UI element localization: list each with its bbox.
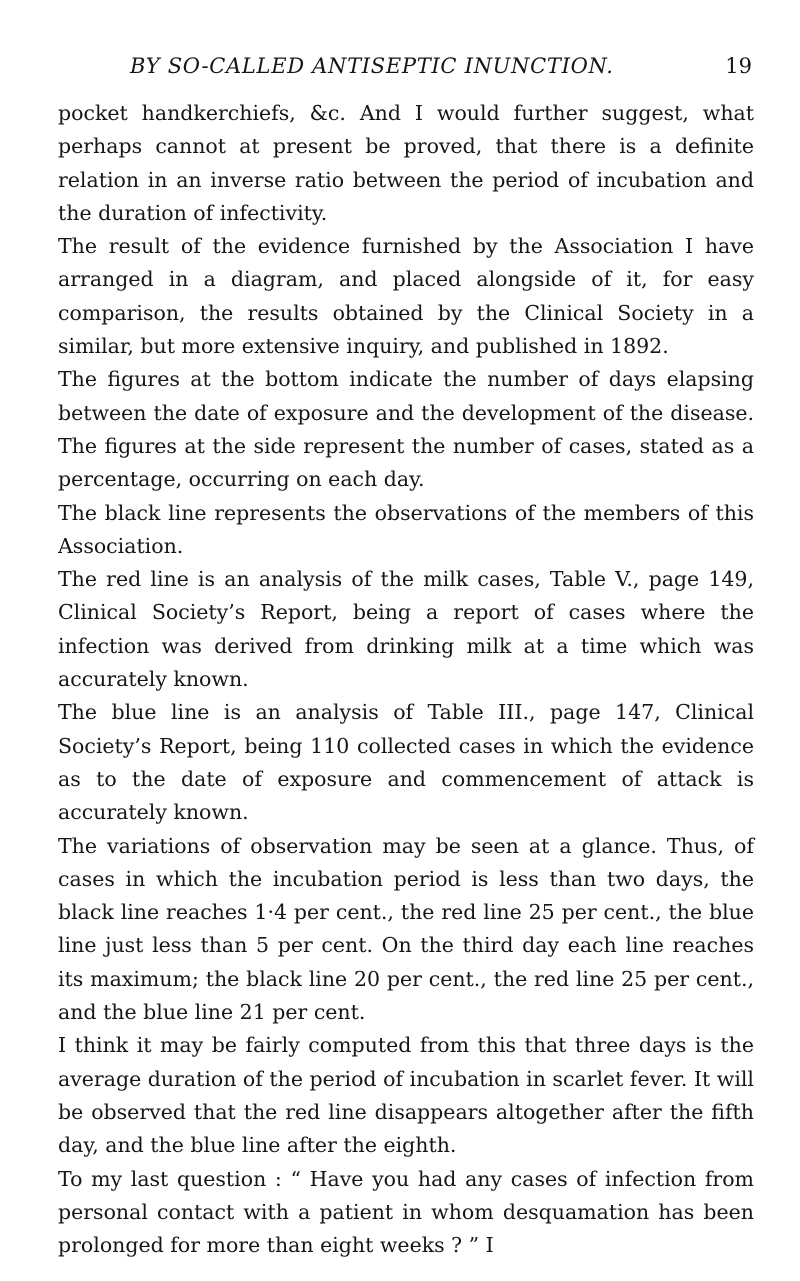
paragraph-continuation: pocket handkerchiefs, &c. And I would further suggest, what perhaps cannot at present be proved, that there is a definite relation in an inverse ratio between the period of incubation and the duration of infectivity.	[58, 101, 754, 225]
paragraph-blue-line: The blue line is an analysis of Table III., page 147, Clinical Society’s Report, being 110 collected cases in which the evidence as to the date of exposure and commencement of attack is accurately known.	[58, 700, 754, 825]
paragraph-variations: The variations of observation may be seen at a glance. Thus, of cases in which the incubation period is less than two days, the black line reaches 1·4 per cent., the red line 25 per cent., the blue line just less than 5 per cent. On the third day each line reaches its maximum; the black line 20 per cent., the red line 25 per cent., and the blue line 21 per cent.	[58, 833, 754, 1025]
paragraph-average-duration: I think it may be fairly computed from this that three days is the average duration of the period of incubation in scarlet fever. It will be observed that the red line disappears altogether after the fifth day, and the blue line after the eighth.	[58, 1033, 754, 1158]
book-page	[58, 50, 754, 1262]
paragraph-figures-explanation: The figures at the bottom indicate the number of days elapsing between the date of exposure and the development of the disease. The figures at the side represent the number of cases, stated as a percentage, occurring on each day.	[58, 367, 754, 492]
page-number: 19	[725, 54, 752, 78]
body-text	[58, 97, 754, 1262]
paragraph-last-question: To my last question : “ Have you had any cases of infection from personal contact with a patient in whom desquamation has been prolonged for more than eight weeks ? ” I	[58, 1166, 754, 1258]
running-title: BY SO-CALLED ANTISEPTIC INUNCTION.	[130, 54, 614, 78]
page-header	[58, 50, 754, 84]
paragraph-red-line: The red line is an analysis of the milk cases, Table V., page 149, Clinical Society’s Report, being a report of cases where the infection was derived from drinking milk at a time which was accurately known.	[58, 567, 754, 692]
paragraph-diagram-intro: The result of the evidence furnished by the Association I have arranged in a diagram, and placed alongside of it, for easy comparison, the results obtained by the Clinical Society in a similar, but more extensive inquiry, and published in 1892.	[58, 234, 754, 359]
paragraph-black-line: The black line represents the observations of the members of this Association.	[58, 500, 754, 558]
